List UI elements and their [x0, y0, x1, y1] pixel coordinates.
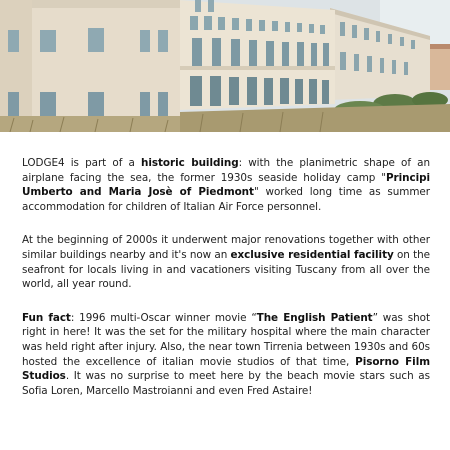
- body-text: : 1996 multi-Oscar winner movie “: [70, 311, 257, 324]
- highlight-text: exclusive residential facility: [230, 248, 394, 261]
- body-text: ” was shot right in here! It was the set for the military hospital where the main character was held right after injury. Also, the near town Tirrenia between 1930s and 60s hosted the excellence of italian movie studios of that time,: [22, 311, 430, 368]
- paragraph-renovation: [22, 233, 430, 291]
- highlight-text: The English Patient: [256, 311, 373, 324]
- body-text: : with the planimetric shape of an airplane facing the sea, the former 1930s seaside holiday camp ": [22, 157, 430, 184]
- highlight-text: Pisorno Film Studios: [22, 355, 430, 383]
- description-text: [22, 156, 430, 417]
- body-text: on the seafront for locals living in and vacationers visiting Tuscany from all over the world, all year round.: [22, 248, 430, 291]
- highlight-text: Principi Umberto and Maria Josè of Piedmont: [22, 171, 430, 199]
- body-text: . It was no surprise to meet here by the beach movie stars such as Sofia Loren, Marcello Mastroianni and even Fred Astaire!: [22, 370, 430, 397]
- body-text: " worked long time as summer accommodation for children of Italian Air Force personnel.: [22, 186, 430, 213]
- highlight-text: historic building: [141, 157, 239, 169]
- body-text: At the beginning of 2000s it underwent major renovations together with other similar buildings nearby and it's now an: [22, 234, 430, 261]
- paragraph-fun-fact: [22, 311, 430, 399]
- body-text: LODGE4 is part of a: [22, 157, 141, 169]
- paragraph-history: [22, 156, 430, 214]
- highlight-text: Fun fact: [22, 311, 71, 324]
- seaside-building-photo: [0, 0, 450, 132]
